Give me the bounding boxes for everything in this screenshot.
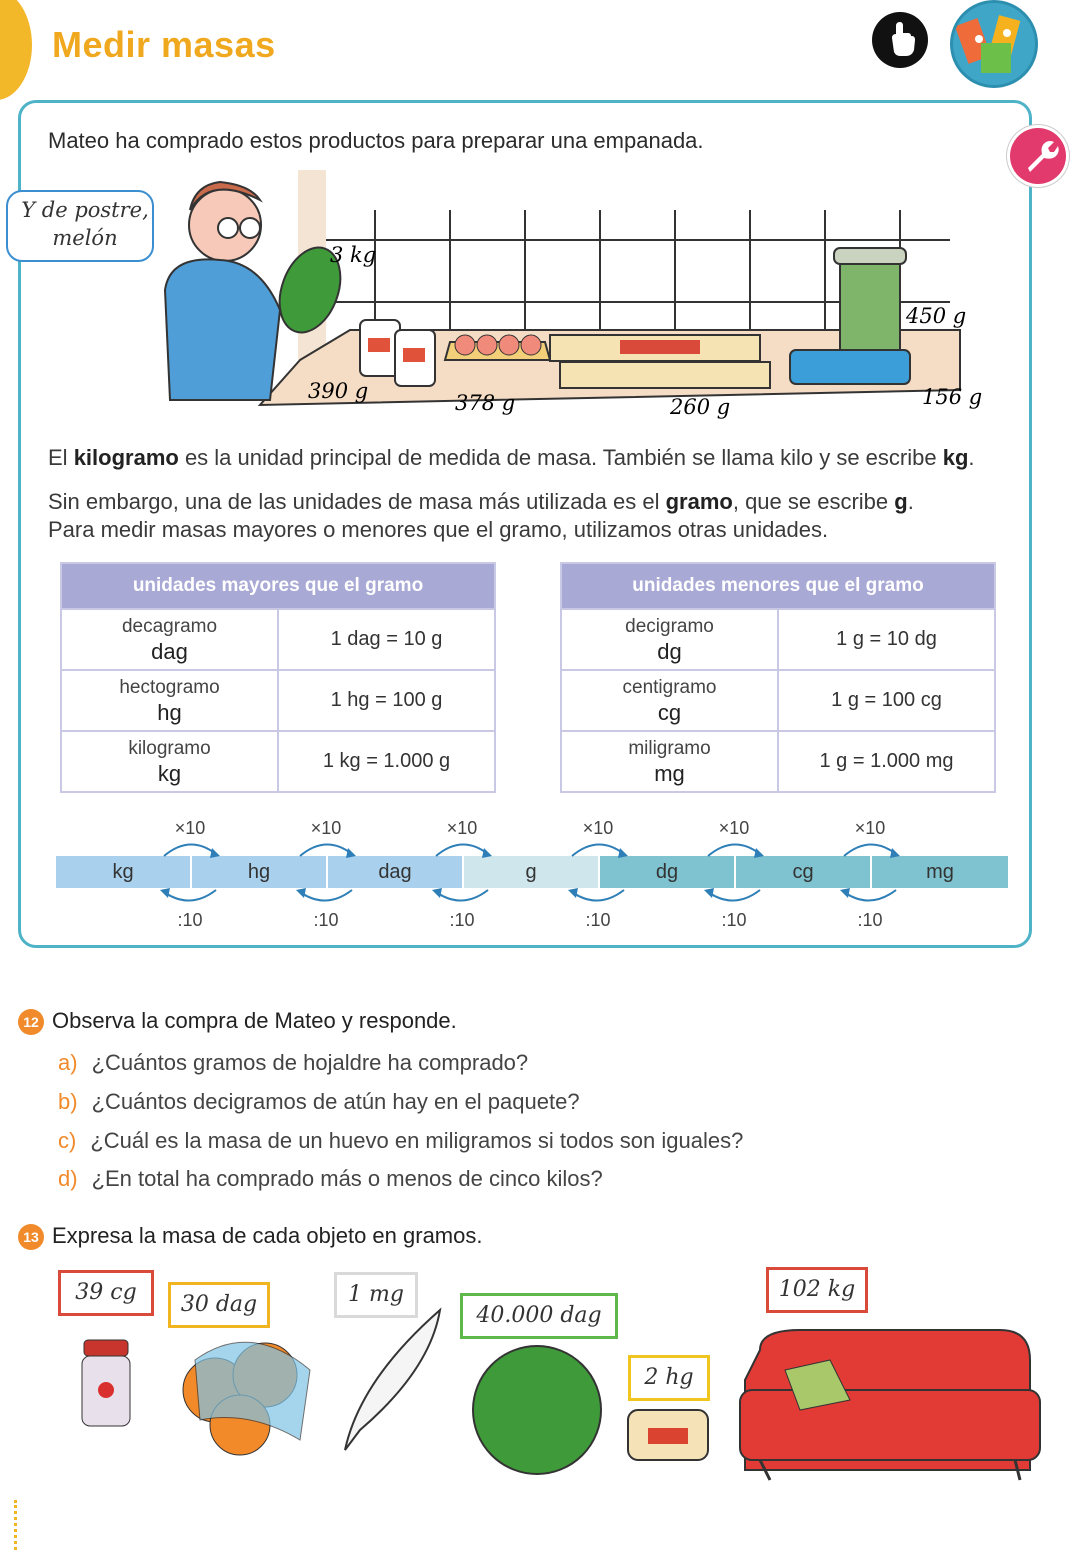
table-header: unidades menores que el gramo <box>561 563 995 609</box>
multiply-arrowhead <box>346 848 356 858</box>
mass-tag-spices: 39 cg <box>58 1270 154 1316</box>
mass-tag-oranges: 30 dag <box>168 1282 270 1328</box>
multiply-arrow <box>164 844 216 856</box>
scale-unit-kg: kg <box>56 856 190 888</box>
product-label: 156 g <box>922 385 983 409</box>
multiply-arrow <box>572 844 624 856</box>
question-number: 13 <box>18 1224 44 1250</box>
product-label: 260 g <box>670 395 731 419</box>
divide-label: :10 <box>313 910 339 930</box>
multiply-arrowhead <box>618 848 628 858</box>
table-smaller-units: unidades menores que el gramo decigramo dg 1 g = 10 dg centigramo cg 1 g = 100 cg miligramo mg 1 g = 1.000 mg <box>560 562 996 793</box>
divide-arrow <box>436 890 488 901</box>
multiply-label: ×10 <box>446 818 478 838</box>
multiply-arrowhead <box>754 848 764 858</box>
table-greater-units: unidades mayores que el gramo decagramo dag 1 dag = 10 g hectogramo hg 1 hg = 100 g kilogramo kg 1 kg = 1.000 g <box>60 562 496 793</box>
scale-arrows <box>0 832 1080 912</box>
multiply-label: ×10 <box>854 818 886 838</box>
product-label: 390 g <box>308 379 369 403</box>
scale-unit-cg: cg <box>736 856 870 888</box>
divide-arrow <box>572 890 624 901</box>
divide-label: :10 <box>177 910 203 930</box>
multiply-label: ×10 <box>310 818 342 838</box>
question-13: 13 Expresa la masa de cada objeto en gramos. <box>18 1223 482 1250</box>
scale-unit-dg: dg <box>600 856 734 888</box>
multiply-arrow <box>436 844 488 856</box>
product-label: 3 kg <box>330 243 377 267</box>
page-title: Medir masas <box>52 24 276 65</box>
multiply-label: ×10 <box>718 818 750 838</box>
shopping-scene-illustration <box>150 170 1000 420</box>
question-item: d) ¿En total ha comprado más o menos de cinco kilos? <box>58 1166 603 1191</box>
book-badge-icon[interactable] <box>950 0 1038 88</box>
question-item: b) ¿Cuántos decigramos de atún hay en el paquete? <box>58 1089 580 1114</box>
multiply-label: ×10 <box>174 818 206 838</box>
multiply-arrow <box>300 844 352 856</box>
multiply-arrow <box>708 844 760 856</box>
title-tab <box>0 0 32 100</box>
mass-tag-sofa: 102 kg <box>766 1267 868 1313</box>
table-header: unidades mayores que el gramo <box>61 563 495 609</box>
paragraph-kilogram: El kilogramo es la unidad principal de medida de masa. También se llama kilo y se escribe kg. <box>48 445 975 470</box>
multiply-arrowhead <box>482 848 492 858</box>
margin-dots <box>14 1500 21 1550</box>
multiply-arrowhead <box>210 848 220 858</box>
product-label: 378 g <box>455 391 516 415</box>
question-number: 12 <box>18 1009 44 1035</box>
mass-tag-can: 2 hg <box>628 1355 710 1401</box>
question-item: a) ¿Cuántos gramos de hojaldre ha comprado? <box>58 1050 529 1075</box>
divide-arrow <box>708 890 760 901</box>
scale-unit-hg: hg <box>192 856 326 888</box>
wrench-icon[interactable] <box>1010 128 1066 184</box>
question-12: 12 Observa la compra de Mateo y responde. <box>18 1008 457 1035</box>
divide-label: :10 <box>721 910 747 930</box>
divide-arrowhead <box>704 888 714 898</box>
mass-tag-feather: 1 mg <box>334 1272 418 1318</box>
divide-arrow <box>300 890 352 901</box>
multiply-label: ×10 <box>582 818 614 838</box>
product-label: 450 g <box>906 304 967 328</box>
divide-arrow <box>164 890 216 901</box>
divide-arrowhead <box>432 888 442 898</box>
scale-unit-mg: mg <box>872 856 1008 888</box>
scale-unit-g: g <box>464 856 598 888</box>
paragraph-gram: Sin embargo, una de las unidades de masa más utilizada es el gramo, que se escribe g. Para medir masas mayores o menores que el gramo, utilizamos otras unidades. <box>48 489 914 542</box>
divide-label: :10 <box>449 910 475 930</box>
hand-pointer-icon[interactable] <box>872 12 928 68</box>
divide-arrowhead <box>568 888 578 898</box>
divide-arrowhead <box>296 888 306 898</box>
divide-label: :10 <box>857 910 883 930</box>
speech-text: Y de postre, melón <box>21 198 149 250</box>
divide-arrow <box>844 890 896 901</box>
divide-label: :10 <box>585 910 611 930</box>
divide-arrowhead <box>840 888 850 898</box>
question-item: c) ¿Cuál es la masa de un huevo en miligramos si todos son iguales? <box>58 1128 744 1153</box>
scale-unit-dag: dag <box>328 856 462 888</box>
multiply-arrow <box>844 844 896 856</box>
intro-text: Mateo ha comprado estos productos para preparar una empanada. <box>48 128 704 153</box>
divide-arrowhead <box>160 888 170 898</box>
multiply-arrowhead <box>890 848 900 858</box>
mass-tag-watermelon: 40.000 dag <box>460 1293 618 1339</box>
